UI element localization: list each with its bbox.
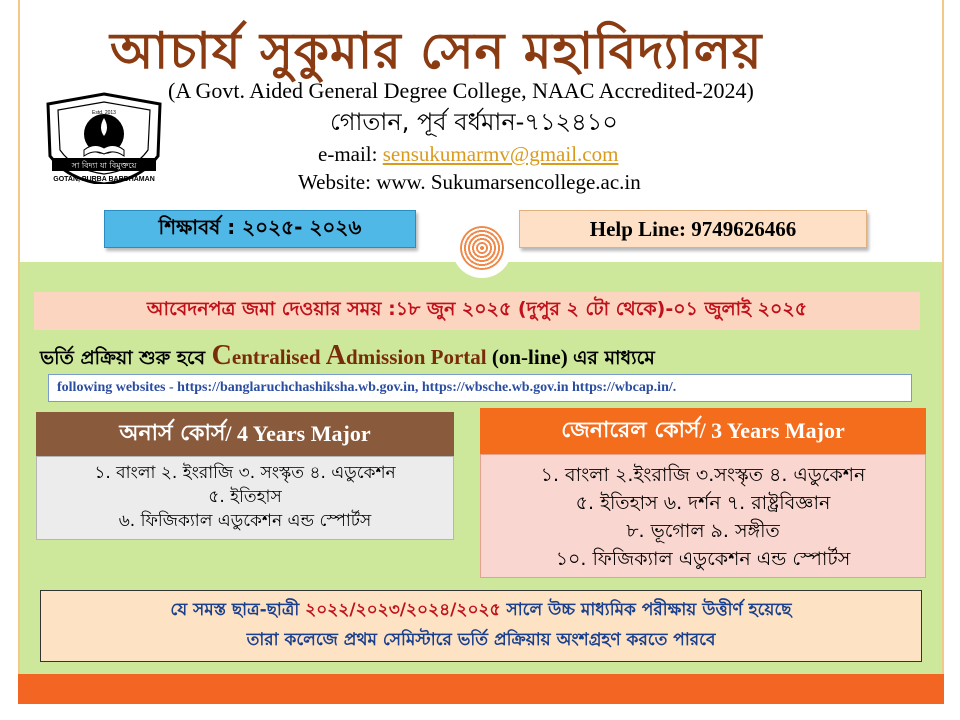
eligibility-note — [40, 590, 922, 662]
logo-estd: Estd. 2013 — [92, 110, 116, 116]
session-badge: শিক্ষাবর্ষ : ২০২৫- ২০২৬ — [104, 210, 416, 248]
decorative-circle — [452, 218, 512, 278]
list-item: ১০. ফিজিক্যাল এডুকেশন এন্ড স্পোর্টস — [555, 548, 851, 570]
list-item: ৬. ফিজিক্যাল এডুকেশন এন্ড স্পোর্টস — [118, 511, 372, 531]
general-title-bn: জেনারেল কোর্স — [561, 417, 700, 443]
process-prefix: ভর্তি প্রক্রিয়া শুরু হবে — [40, 347, 212, 369]
website-line: Website: www. Sukumarsencollege.ac.in — [298, 170, 641, 194]
general-title-en: / 3 Years Major — [699, 418, 845, 443]
eligibility-line-1 — [41, 595, 921, 625]
college-subtitle: (A Govt. Aided General Degree College, NAAC Accredited-2024) — [168, 78, 754, 103]
portal-part1: entralised — [231, 345, 326, 369]
email-line — [318, 142, 618, 167]
eligibility-years: ২০২২/২০২৩/২০২৪/২০২৫ — [305, 600, 501, 620]
logo-motto: সা বিদ্যা যা বিমুক্তয়ে — [71, 161, 137, 170]
logo-place: GOTAN, PURBA BARDHAMAN — [53, 176, 155, 183]
left-frame-line — [18, 0, 20, 675]
online-label: (on-line) — [486, 345, 573, 369]
eligibility-line-2: তারা কলেজে প্রথম সেমিস্টারে ভর্তি প্রক্রিয়ায় অংশগ্রহণ করতে পারবে — [246, 630, 716, 650]
honours-title-en: / 4 Years Major — [225, 421, 371, 446]
college-logo — [40, 92, 168, 184]
portal-c: C — [211, 340, 232, 371]
list-item: ৫. ইতিহাস ৬. দর্শন ৭. রাষ্ট্রবিজ্ঞান — [575, 492, 831, 514]
admission-process — [40, 340, 930, 376]
email-link[interactable]: sensukumarmv@gmail.com — [382, 142, 619, 166]
general-course-list — [480, 454, 926, 578]
websites-box[interactable]: following websites - https://banglaruchchashiksha.wb.gov.in, https://wbsche.wb.gov.in https://wbcap.in/. — [48, 374, 912, 402]
bottom-bar — [18, 674, 944, 704]
honours-course-header — [36, 412, 454, 456]
ring-icon — [460, 226, 504, 270]
process-suffix: এর মাধ্যমে — [572, 347, 655, 369]
eligibility-text-b: সালে উচ্চ মাধ্যমিক পরীক্ষায় উত্তীর্ণ হয়েছে — [500, 600, 792, 620]
honours-title-bn: অনার্স কোর্স — [119, 420, 226, 446]
list-item: ১. বাংলা ২.ইংরাজি ৩.সংস্কৃত ৪. এডুকেশন — [540, 464, 866, 486]
honours-course-list — [36, 456, 454, 540]
portal-part2: dmission Portal — [346, 345, 487, 369]
college-name: আচার্য সুকুমার সেন মহাবিদ্যালয় — [110, 22, 763, 80]
eligibility-text-a: যে সমস্ত ছাত্র-ছাত্রী — [170, 600, 306, 620]
right-frame-line — [942, 0, 944, 675]
general-course-header — [480, 408, 926, 454]
list-item: ১. বাংলা ২. ইংরাজি ৩. সংস্কৃত ৪. এডুকেশন — [94, 463, 396, 483]
portal-a: A — [325, 340, 347, 371]
helpline-badge: Help Line: 9749626466 — [519, 210, 867, 248]
application-period: আবেদনপত্র জমা দেওয়ার সময় :১৮ জুন ২০২৫ (দুপুর ২ টো থেকে)-০১ জুলাই ২০২৫ — [34, 292, 920, 330]
portal-name — [211, 340, 487, 371]
list-item: ৫. ইতিহাস — [208, 487, 282, 507]
college-address: গোতান, পূর্ব বর্ধমান-৭১২৪১০ — [330, 108, 618, 136]
list-item: ৮. ভূগোল ৯. সঙ্গীত — [626, 520, 780, 542]
email-label: e-mail: — [318, 142, 383, 166]
